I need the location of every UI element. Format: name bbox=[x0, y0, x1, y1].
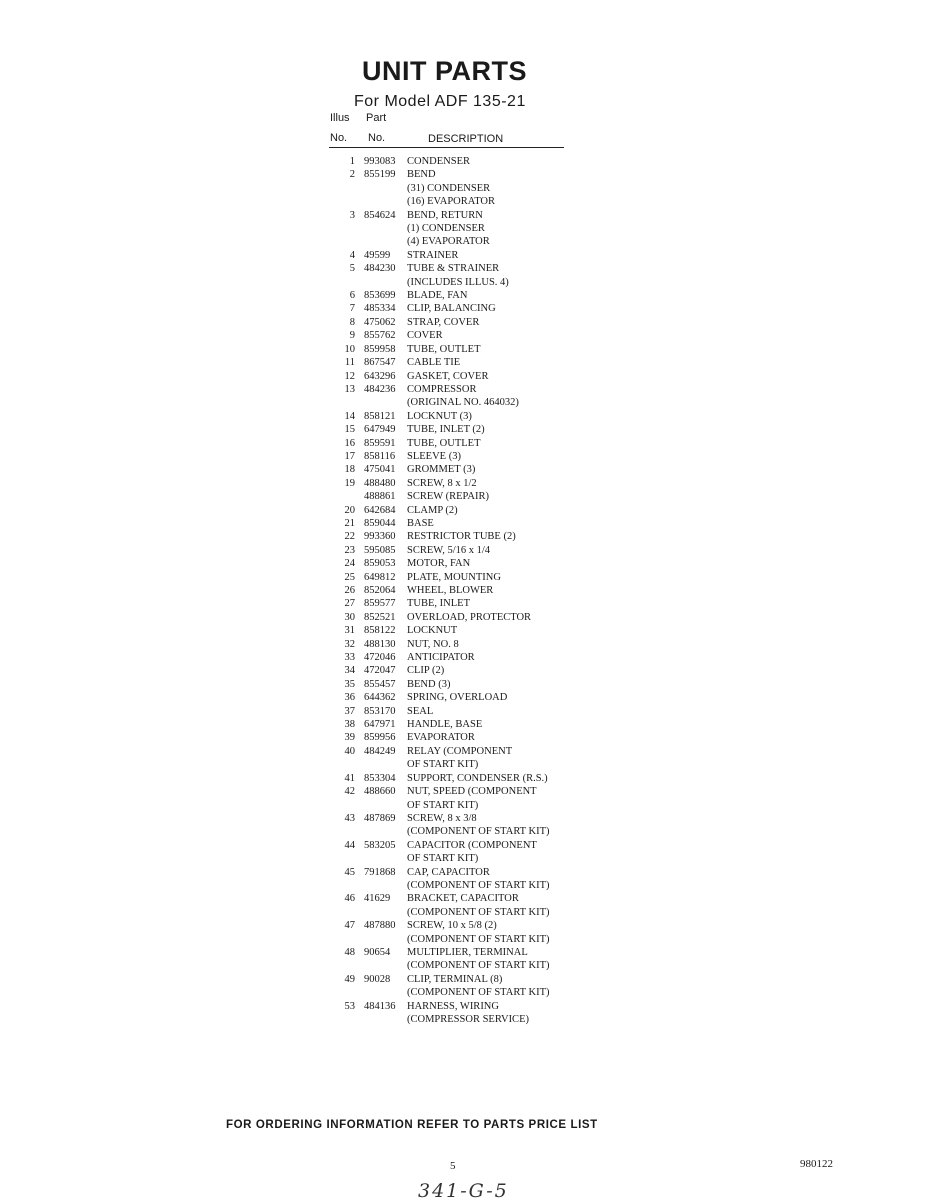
table-row bbox=[330, 504, 590, 517]
part-number bbox=[355, 195, 407, 208]
part-number: 858116 bbox=[364, 450, 396, 462]
part-number: 854624 bbox=[364, 209, 396, 221]
illus-number bbox=[330, 933, 355, 946]
part-description: BEND (3) bbox=[407, 678, 451, 690]
part-description: LOCKNUT bbox=[407, 625, 458, 637]
part-description: RELAY (COMPONENT bbox=[407, 745, 513, 757]
part-description: NUT, NO. 8 bbox=[407, 638, 459, 650]
part-description: (4) EVAPORATOR bbox=[407, 236, 490, 248]
part-description: OVERLOAD, PROTECTOR bbox=[407, 611, 532, 623]
illus-number: 27 bbox=[344, 598, 355, 610]
table-row bbox=[330, 959, 590, 972]
part-number: 484136 bbox=[364, 1000, 396, 1012]
table-row bbox=[330, 1000, 590, 1013]
illus-number: 24 bbox=[344, 558, 355, 570]
part-description: WHEEL, BLOWER bbox=[407, 585, 494, 596]
illus-number bbox=[330, 825, 355, 838]
table-row bbox=[330, 799, 590, 812]
table-row bbox=[330, 410, 590, 423]
part-description: OF START KIT) bbox=[407, 759, 479, 771]
table-row bbox=[330, 463, 590, 476]
part-number: 791868 bbox=[364, 866, 396, 878]
table-row bbox=[330, 168, 590, 181]
part-number bbox=[355, 852, 407, 865]
table-row bbox=[330, 946, 590, 959]
table-row bbox=[330, 235, 590, 248]
illus-number: 3 bbox=[349, 209, 355, 221]
table-row bbox=[330, 812, 590, 825]
part-number: 858121 bbox=[364, 410, 396, 422]
illus-number bbox=[330, 799, 355, 812]
part-number: 643296 bbox=[364, 370, 396, 382]
illus-number bbox=[330, 182, 355, 195]
table-row bbox=[330, 597, 590, 610]
parts-list bbox=[330, 155, 590, 1026]
part-number bbox=[355, 959, 407, 972]
part-number: 859044 bbox=[364, 517, 396, 529]
illus-number bbox=[330, 852, 355, 865]
part-description: GROMMET (3) bbox=[407, 464, 476, 476]
part-description: BEND bbox=[407, 169, 436, 181]
table-row bbox=[330, 866, 590, 879]
part-number: 853304 bbox=[364, 772, 396, 784]
illus-number bbox=[330, 222, 355, 235]
part-number bbox=[355, 825, 407, 838]
illus-number: 41 bbox=[344, 772, 355, 784]
part-description: (COMPONENT OF START KIT) bbox=[407, 906, 550, 918]
part-description: GASKET, COVER bbox=[407, 370, 489, 382]
illus-number: 10 bbox=[344, 343, 355, 355]
part-number: 488480 bbox=[364, 477, 396, 489]
part-number: 859956 bbox=[364, 732, 396, 744]
table-row bbox=[330, 302, 590, 315]
illus-number: 11 bbox=[344, 357, 355, 369]
table-row bbox=[330, 1013, 590, 1026]
table-row bbox=[330, 490, 590, 503]
illus-number: 16 bbox=[344, 437, 355, 449]
table-row bbox=[330, 825, 590, 838]
illus-number: 21 bbox=[344, 517, 355, 529]
part-number: 487869 bbox=[364, 812, 396, 824]
table-row bbox=[330, 329, 590, 342]
part-number: 90028 bbox=[364, 973, 391, 985]
part-description: CLIP (2) bbox=[407, 665, 445, 677]
part-description: HANDLE, BASE bbox=[407, 719, 483, 731]
part-description: LOCKNUT (3) bbox=[407, 410, 472, 422]
part-description: COMPRESSOR bbox=[407, 383, 477, 395]
table-row bbox=[330, 289, 590, 302]
table-row bbox=[330, 839, 590, 852]
illus-number: 42 bbox=[344, 786, 355, 798]
illus-number: 33 bbox=[344, 652, 355, 664]
part-number bbox=[355, 235, 407, 248]
part-number: 41629 bbox=[364, 893, 391, 905]
part-description: TUBE & STRAINER bbox=[407, 263, 500, 275]
illus-number: 44 bbox=[344, 839, 355, 851]
table-row bbox=[330, 986, 590, 999]
illus-number: 4 bbox=[349, 249, 355, 261]
table-row bbox=[330, 195, 590, 208]
table-row bbox=[330, 396, 590, 409]
part-number bbox=[355, 222, 407, 235]
table-row bbox=[330, 745, 590, 758]
table-row bbox=[330, 249, 590, 262]
part-description: TUBE, INLET bbox=[407, 598, 470, 610]
part-number: 487880 bbox=[364, 920, 396, 932]
illus-number: 8 bbox=[349, 316, 355, 328]
part-number: 595085 bbox=[364, 544, 396, 556]
illus-number bbox=[330, 1013, 355, 1026]
table-row bbox=[330, 772, 590, 785]
table-row bbox=[330, 316, 590, 329]
part-number: 859591 bbox=[364, 437, 396, 449]
table-row bbox=[330, 691, 590, 704]
illus-number bbox=[330, 879, 355, 892]
table-row bbox=[330, 906, 590, 919]
illus-number: 30 bbox=[344, 611, 355, 623]
table-row bbox=[330, 530, 590, 543]
part-number bbox=[355, 758, 407, 771]
illus-number: 15 bbox=[344, 424, 355, 436]
part-number: 472047 bbox=[364, 665, 396, 677]
table-row bbox=[330, 544, 590, 557]
table-row bbox=[330, 638, 590, 651]
part-description: TUBE, INLET (2) bbox=[407, 424, 485, 436]
part-description: SLEEVE (3) bbox=[407, 450, 461, 462]
part-description: SCREW (REPAIR) bbox=[407, 491, 489, 503]
part-number bbox=[355, 986, 407, 999]
illus-number: 47 bbox=[344, 920, 355, 932]
part-description: MULTIPLIER, TERMINAL bbox=[407, 946, 528, 958]
part-description: ANTICIPATOR bbox=[407, 652, 475, 664]
column-header-illus: Illus bbox=[330, 112, 350, 124]
illus-number: 18 bbox=[344, 464, 355, 476]
part-description: SCREW, 5/16 x 1/4 bbox=[407, 544, 491, 556]
part-number: 488660 bbox=[364, 786, 396, 798]
part-description: NUT, SPEED (COMPONENT bbox=[407, 786, 537, 798]
part-number: 852064 bbox=[364, 585, 396, 596]
part-description: SEAL bbox=[407, 705, 434, 717]
part-number bbox=[355, 906, 407, 919]
part-description: SPRING, OVERLOAD bbox=[407, 692, 508, 704]
part-number: 49599 bbox=[364, 249, 391, 261]
illus-number: 22 bbox=[344, 531, 355, 543]
table-row bbox=[330, 933, 590, 946]
part-description: (COMPONENT OF START KIT) bbox=[407, 826, 550, 838]
illus-number: 14 bbox=[344, 410, 355, 422]
illus-number bbox=[330, 986, 355, 999]
illus-number: 43 bbox=[344, 812, 355, 824]
part-description: SCREW, 8 x 3/8 bbox=[407, 812, 477, 824]
part-description: OF START KIT) bbox=[407, 853, 479, 865]
column-header-part: Part bbox=[366, 112, 387, 124]
illus-number: 9 bbox=[349, 330, 355, 342]
illus-number: 12 bbox=[344, 370, 355, 382]
illus-number: 31 bbox=[344, 625, 355, 637]
table-row bbox=[330, 718, 590, 731]
illus-number: 45 bbox=[344, 866, 355, 878]
table-row bbox=[330, 262, 590, 275]
part-description: (1) CONDENSER bbox=[407, 223, 485, 235]
page-title: UNIT PARTS bbox=[362, 56, 527, 86]
table-row bbox=[330, 731, 590, 744]
table-row bbox=[330, 155, 590, 168]
part-number: 993360 bbox=[364, 531, 396, 543]
illus-number bbox=[330, 959, 355, 972]
table-row bbox=[330, 423, 590, 436]
table-row bbox=[330, 517, 590, 530]
illus-number bbox=[330, 396, 355, 409]
part-number: 484230 bbox=[364, 263, 396, 275]
illus-number: 25 bbox=[344, 571, 355, 583]
part-description: RESTRICTOR TUBE (2) bbox=[407, 531, 516, 543]
table-row bbox=[330, 973, 590, 986]
part-description: (16) EVAPORATOR bbox=[407, 196, 495, 208]
table-row bbox=[330, 584, 590, 597]
part-description: OF START KIT) bbox=[407, 799, 479, 811]
part-description: CONDENSER bbox=[407, 156, 471, 167]
part-number: 475041 bbox=[364, 464, 396, 476]
illus-number bbox=[330, 490, 355, 503]
ordering-note: FOR ORDERING INFORMATION REFER TO PARTS PRICE LIST bbox=[226, 1119, 598, 1131]
part-number: 647949 bbox=[364, 424, 396, 436]
part-description: (ORIGINAL NO. 464032) bbox=[407, 397, 519, 409]
part-description: (COMPONENT OF START KIT) bbox=[407, 960, 550, 972]
part-number bbox=[355, 1013, 407, 1026]
part-number: 993083 bbox=[364, 156, 396, 167]
table-row bbox=[330, 450, 590, 463]
part-description: CAPACITOR (COMPONENT bbox=[407, 839, 537, 851]
part-description: CAP, CAPACITOR bbox=[407, 866, 490, 878]
part-description: BASE bbox=[407, 517, 434, 529]
part-description: HARNESS, WIRING bbox=[407, 1000, 499, 1012]
part-number: 90654 bbox=[364, 946, 391, 958]
part-description: COVER bbox=[407, 330, 443, 342]
part-number: 472046 bbox=[364, 652, 396, 664]
part-description: (COMPRESSOR SERVICE) bbox=[407, 1014, 529, 1025]
illus-number bbox=[330, 195, 355, 208]
table-row bbox=[330, 705, 590, 718]
part-number: 855762 bbox=[364, 330, 396, 342]
illus-number: 34 bbox=[344, 665, 355, 677]
illus-number: 23 bbox=[344, 544, 355, 556]
table-row bbox=[330, 343, 590, 356]
part-description: STRAP, COVER bbox=[407, 316, 480, 328]
illus-number: 20 bbox=[344, 504, 355, 516]
part-description: CLAMP (2) bbox=[407, 504, 458, 516]
part-number: 488130 bbox=[364, 638, 396, 650]
illus-number bbox=[330, 906, 355, 919]
document-number: 980122 bbox=[800, 1158, 833, 1170]
illus-number: 49 bbox=[344, 973, 355, 985]
illus-number: 36 bbox=[344, 692, 355, 704]
part-description: MOTOR, FAN bbox=[407, 558, 471, 570]
illus-number: 39 bbox=[344, 732, 355, 744]
table-row bbox=[330, 664, 590, 677]
part-number bbox=[355, 933, 407, 946]
part-description: PLATE, MOUNTING bbox=[407, 571, 501, 583]
part-description: TUBE, OUTLET bbox=[407, 343, 481, 355]
illus-number: 32 bbox=[344, 638, 355, 650]
table-row bbox=[330, 222, 590, 235]
part-number: 867547 bbox=[364, 357, 396, 369]
part-number: 859958 bbox=[364, 343, 396, 355]
table-row bbox=[330, 182, 590, 195]
part-number: 484236 bbox=[364, 383, 396, 395]
illus-number: 38 bbox=[344, 719, 355, 731]
page-number: 5 bbox=[450, 1160, 456, 1172]
part-description: (COMPONENT OF START KIT) bbox=[407, 879, 550, 891]
part-number: 855199 bbox=[364, 169, 396, 181]
table-row bbox=[330, 919, 590, 932]
illus-number: 2 bbox=[349, 169, 355, 181]
table-row bbox=[330, 852, 590, 865]
model-subtitle: For Model ADF 135-21 bbox=[354, 93, 526, 110]
table-row bbox=[330, 276, 590, 289]
table-row bbox=[330, 785, 590, 798]
table-row bbox=[330, 209, 590, 222]
illus-number: 40 bbox=[344, 745, 355, 757]
table-row bbox=[330, 437, 590, 450]
illus-number: 37 bbox=[344, 705, 355, 717]
table-row bbox=[330, 758, 590, 771]
part-description: SCREW, 8 x 1/2 bbox=[407, 477, 477, 489]
part-number bbox=[355, 396, 407, 409]
part-number: 488861 bbox=[364, 491, 396, 503]
handwritten-annotation: 341-G-5 bbox=[418, 1180, 509, 1202]
part-number bbox=[355, 879, 407, 892]
illus-number: 46 bbox=[344, 893, 355, 905]
part-number bbox=[355, 276, 407, 289]
illus-number: 19 bbox=[344, 477, 355, 489]
illus-number: 17 bbox=[344, 450, 355, 462]
part-number: 852521 bbox=[364, 611, 396, 623]
column-header-part-no: No. bbox=[368, 132, 386, 144]
illus-number: 53 bbox=[344, 1000, 355, 1012]
table-row bbox=[330, 557, 590, 570]
part-description: (31) CONDENSER bbox=[407, 182, 491, 194]
part-description: TUBE, OUTLET bbox=[407, 437, 481, 449]
part-number: 484249 bbox=[364, 745, 396, 757]
part-description: SCREW, 10 x 5/8 (2) bbox=[407, 920, 497, 932]
part-number: 853699 bbox=[364, 290, 396, 302]
part-number: 485334 bbox=[364, 303, 396, 315]
illus-number: 6 bbox=[349, 290, 355, 302]
part-number: 855457 bbox=[364, 678, 396, 690]
table-row bbox=[330, 571, 590, 584]
part-number: 859053 bbox=[364, 558, 396, 570]
part-description: CLIP, BALANCING bbox=[407, 303, 496, 315]
part-number: 583205 bbox=[364, 839, 396, 851]
table-row bbox=[330, 477, 590, 490]
illus-number: 7 bbox=[349, 303, 355, 315]
column-header-illus-no: No. bbox=[330, 132, 348, 144]
part-number bbox=[355, 799, 407, 812]
illus-number bbox=[330, 276, 355, 289]
illus-number: 26 bbox=[344, 585, 355, 596]
illus-number bbox=[330, 235, 355, 248]
part-description: EVAPORATOR bbox=[407, 732, 475, 744]
header-divider bbox=[329, 147, 564, 148]
table-row bbox=[330, 611, 590, 624]
part-number: 853170 bbox=[364, 705, 396, 717]
part-description: BRACKET, CAPACITOR bbox=[407, 893, 519, 905]
part-description: (COMPONENT OF START KIT) bbox=[407, 933, 550, 945]
column-header-description: DESCRIPTION bbox=[428, 133, 504, 145]
illus-number bbox=[330, 758, 355, 771]
table-row bbox=[330, 892, 590, 905]
part-description: BLADE, FAN bbox=[407, 290, 468, 302]
table-row bbox=[330, 356, 590, 369]
part-description: (INCLUDES ILLUS. 4) bbox=[407, 276, 509, 288]
illus-number: 13 bbox=[344, 383, 355, 395]
part-description: CABLE TIE bbox=[407, 357, 461, 369]
table-row bbox=[330, 678, 590, 691]
illus-number: 1 bbox=[349, 156, 355, 167]
part-number: 647971 bbox=[364, 719, 396, 731]
table-row bbox=[330, 624, 590, 637]
part-number: 642684 bbox=[364, 504, 396, 516]
table-row bbox=[330, 651, 590, 664]
illus-number: 35 bbox=[344, 678, 355, 690]
part-description: STRAINER bbox=[407, 249, 459, 261]
part-number: 644362 bbox=[364, 692, 396, 704]
part-number bbox=[355, 182, 407, 195]
table-row bbox=[330, 383, 590, 396]
illus-number: 5 bbox=[349, 263, 355, 275]
part-description: SUPPORT, CONDENSER (R.S.) bbox=[407, 772, 548, 784]
part-number: 858122 bbox=[364, 625, 396, 637]
part-number: 649812 bbox=[364, 571, 396, 583]
part-number: 475062 bbox=[364, 316, 396, 328]
part-description: BEND, RETURN bbox=[407, 209, 483, 221]
part-description: CLIP, TERMINAL (8) bbox=[407, 973, 503, 985]
part-number: 859577 bbox=[364, 598, 396, 610]
part-description: (COMPONENT OF START KIT) bbox=[407, 987, 550, 999]
illus-number: 48 bbox=[344, 946, 355, 958]
table-row bbox=[330, 370, 590, 383]
table-row bbox=[330, 879, 590, 892]
